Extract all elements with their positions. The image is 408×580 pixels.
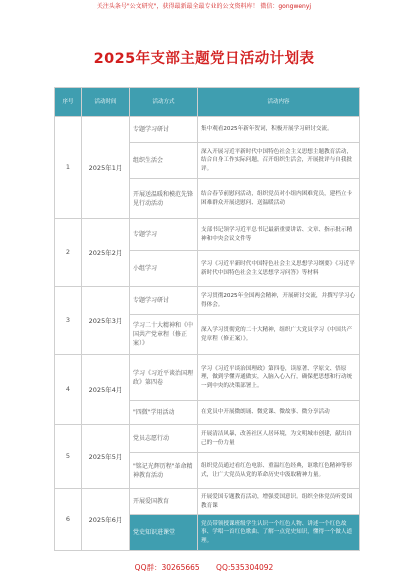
row-method: 专题学习 [130, 219, 198, 251]
table-row [55, 425, 360, 453]
plan-table [54, 87, 360, 551]
row-index: 2 [55, 219, 82, 287]
header-index: 序号 [55, 88, 82, 117]
top-notice: 关注头条号"公文研究"，获得最新最全最专业的公文资料库！ 微信：gongwenyj [96, 3, 312, 10]
row-method: 开展爱国教育 [130, 489, 198, 515]
row-index: 6 [55, 489, 82, 551]
table-row [55, 287, 360, 315]
row-method: "铭记光辉历程"革命精神教育活动 [130, 453, 198, 489]
row-method: 专题学习研讨 [130, 287, 198, 315]
table-row [55, 219, 360, 251]
table-row [55, 355, 360, 401]
row-time: 2025年1月 [82, 117, 130, 219]
row-index: 4 [55, 355, 82, 425]
row-content: 在党员中开展微朗诵、微党课、微故事、微分享活动 [198, 401, 360, 425]
table-header-row [55, 88, 360, 117]
row-method: 党员志愿行动 [130, 425, 198, 453]
row-time: 2025年6月 [82, 489, 130, 551]
row-method: 专题学习研讨 [130, 117, 198, 143]
row-time: 2025年3月 [82, 287, 130, 355]
row-time: 2025年5月 [82, 425, 130, 489]
row-content: 学习《习近平新时代中国特色社会主义思想学习纲要》《习近平新时代中国特色社会主义思想学习问答》等材料 [198, 251, 360, 287]
footer-contact: QQ群：30265665 QQ:535304092 [134, 563, 274, 572]
page-title: 2025年支部主题党日活动计划表 [93, 51, 315, 67]
header-time: 活动时间 [82, 88, 130, 117]
row-time: 2025年2月 [82, 219, 130, 287]
header-method: 活动方式 [130, 88, 198, 117]
row-content: 深入学习贯彻党的二十大精神，组织广大党员学习《中国共产党章程（修正案）》。 [198, 315, 360, 355]
row-content: 集中观看2025年新年贺词，积极开展学习研讨交流。 [198, 117, 360, 143]
table-row [55, 489, 360, 515]
row-index: 1 [55, 117, 82, 219]
row-method: 组织生活会 [130, 143, 198, 179]
row-index: 5 [55, 425, 82, 489]
row-content: 结合春节前慰问活动，组织党员对小组内困难党员，建档立卡困难群众开展送慰问、送温暖活动 [198, 179, 360, 219]
row-method: "四微"学用活动 [130, 401, 198, 425]
row-index: 3 [55, 287, 82, 355]
row-content: 支部书记领学习近平总书记最新重要讲话、文章、指示批示精神和中央会议文件等 [198, 219, 360, 251]
row-method: 开展送温暖和模范先锋见行动活动 [130, 179, 198, 219]
row-method: 学习《习近平谈治国理政》第四卷 [130, 355, 198, 401]
row-content: 组织党员通过看红色电影、重温红色经典，讴歌红色精神等形式，让广大党员从党的革命历史中汲取精神力量。 [198, 453, 360, 489]
row-content: 开展清洁风暴，改善社区人居环境，为文明城市创建，献出自己的一份力量 [198, 425, 360, 453]
header-content: 活动内容 [198, 88, 360, 117]
row-content: 开展爱国专题教育活动，增强爱国意识。组织全体党员听爱国教育课 [198, 489, 360, 515]
row-time: 2025年4月 [82, 355, 130, 425]
row-method: 小组学习 [130, 251, 198, 287]
row-method: 学习二十大精神和《中国共产党章程（修正案）》 [130, 315, 198, 355]
row-content: 学习《习近平谈治国理政》第四卷，读原著、学原文、悟原理，做到学懂弄通做实，入脑入心入行，确保把思想和行动统一到中央的决策部署上。 [198, 355, 360, 401]
row-content: 深入开展习近平新时代中国特色社会主义思想主题教育活动，结合自身工作实际问题，召开组织生活会，开展批评与自我批评。 [198, 143, 360, 179]
row-content: 学习贯彻2025年全国两会精神，开展研讨交流，并撰写学习心得体会。 [198, 287, 360, 315]
table-row [55, 117, 360, 143]
row-content: 党员带领授课班级学生认识一个红色人物、讲述一个红色故事、学唱一首红色歌曲、了解一点党史知识，懂得一个做人道理。 [198, 515, 360, 551]
row-method: 党史知识进课堂 [130, 515, 198, 551]
